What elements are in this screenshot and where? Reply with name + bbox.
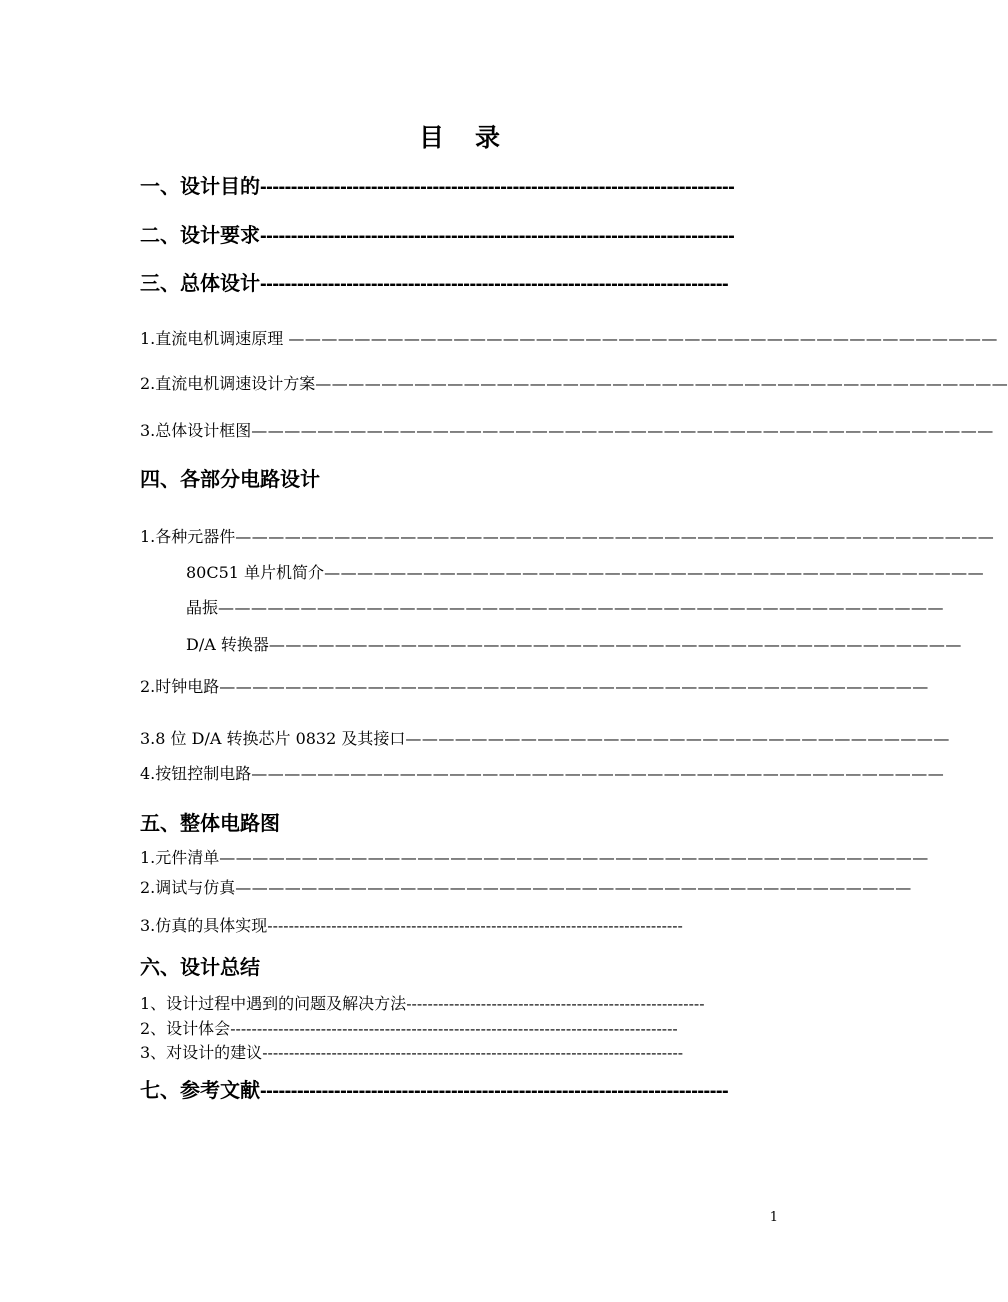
toc-entry-label: 1.直流电机调速原理 bbox=[140, 329, 289, 348]
toc-entry-label: 3、对设计的建议 bbox=[140, 1043, 263, 1062]
page-number: 1 bbox=[769, 1210, 778, 1225]
toc-entry-leader: —————————————————————————————————————————— bbox=[268, 635, 962, 654]
toc-entry-label: 晶振 bbox=[186, 598, 219, 617]
toc-entry-label: 二、设计要求 bbox=[140, 223, 260, 247]
toc-entry-leader: ————————————————————————————————— bbox=[405, 729, 950, 748]
toc-entry-label: 3.总体设计框图 bbox=[140, 421, 252, 440]
toc-entry-leader: ------------------------------------------------------------------------------- bbox=[262, 1045, 684, 1062]
toc-entry-leader: ———————————————————————————————————————— bbox=[324, 563, 985, 582]
toc-entry-heading[interactable] bbox=[140, 222, 776, 249]
toc-entry-leader: -------------------------------------------------------- bbox=[406, 996, 705, 1013]
toc-entry-item[interactable] bbox=[140, 877, 912, 899]
toc-entry-label: 2.调试与仿真 bbox=[140, 878, 236, 897]
toc-entry-label: D/A 转换器 bbox=[186, 635, 269, 654]
toc-entry-leader: ------------------------------------------------------------------------------------ bbox=[230, 1021, 678, 1038]
toc-entry-label: 2.直流电机调速设计方案 bbox=[140, 374, 316, 393]
toc-entry-label: 1、设计过程中遇到的问题及解决方法 bbox=[140, 994, 407, 1013]
toc-title-part2: 录 bbox=[475, 123, 502, 152]
toc-entry-item[interactable] bbox=[140, 328, 998, 350]
toc-entry-leader: ------------------------------------------------------------------------------ bbox=[267, 918, 683, 935]
toc-entry-heading[interactable] bbox=[140, 954, 776, 981]
toc-entry-heading[interactable] bbox=[140, 270, 768, 297]
toc-entry-leader: —————————————————————————————————————————— bbox=[251, 764, 945, 783]
toc-entry-label: 一、设计目的 bbox=[140, 174, 260, 198]
toc-entry-item[interactable] bbox=[140, 526, 995, 548]
toc-entry-leader: —————————————————————————————————————————— bbox=[315, 374, 1008, 393]
toc-entry-item[interactable] bbox=[140, 1042, 762, 1065]
toc-entry-heading[interactable] bbox=[140, 810, 776, 837]
toc-title bbox=[0, 118, 920, 154]
toc-entry-leader: ---------------------------------------------------------------------------- bbox=[260, 273, 729, 295]
toc-entry-heading[interactable] bbox=[140, 1077, 766, 1104]
toc-entry-label: 六、设计总结 bbox=[140, 955, 260, 979]
toc-entry-label: 3.8 位 D/A 转换芯片 0832 及其接口 bbox=[140, 729, 406, 748]
toc-entry-label: 80C51 单片机简介 bbox=[186, 563, 325, 582]
toc-entry-item[interactable] bbox=[140, 676, 929, 698]
toc-entry-subitem[interactable] bbox=[186, 634, 962, 656]
toc-entry-item[interactable] bbox=[140, 728, 950, 750]
toc-entry-leader: ---------------------------------------------------------------------------- bbox=[260, 1080, 729, 1102]
toc-entry-label: 五、整体电路图 bbox=[140, 811, 280, 835]
toc-entry-label: 4.按钮控制电路 bbox=[140, 764, 252, 783]
toc-entry-leader: ----------------------------------------------------------------------------- bbox=[260, 225, 735, 247]
toc-entry-leader: —————————————————————————————————————————————— bbox=[235, 527, 995, 546]
toc-entry-leader: ———————————————————————————————————————————— bbox=[218, 598, 945, 617]
toc-entry-subitem[interactable] bbox=[186, 562, 985, 584]
toc-entry-item[interactable] bbox=[140, 993, 762, 1016]
toc-entry-leader: ——————————————————————————————————————————— bbox=[219, 848, 929, 867]
toc-entry-label: 1.各种元器件 bbox=[140, 527, 236, 546]
toc-entry-leader: ——————————————————————————————————————————— bbox=[219, 677, 929, 696]
toc-entry-heading[interactable] bbox=[140, 173, 776, 200]
toc-entry-leader: ----------------------------------------------------------------------------- bbox=[260, 176, 735, 198]
toc-entry-label: 1.元件清单 bbox=[140, 848, 220, 867]
toc-entry-label: 三、总体设计 bbox=[140, 271, 260, 295]
toc-entry-leader: ——————————————————————————————————————————— bbox=[288, 329, 998, 348]
toc-entry-leader: ————————————————————————————————————————— bbox=[235, 878, 912, 897]
toc-entry-item[interactable] bbox=[140, 420, 994, 442]
toc-entry-item[interactable] bbox=[140, 763, 945, 785]
toc-entry-item[interactable] bbox=[140, 373, 1008, 395]
toc-entry-leader: ————————————————————————————————————————————— bbox=[251, 421, 994, 440]
toc-title-part1: 目 bbox=[418, 123, 445, 152]
toc-entry-item[interactable] bbox=[140, 847, 929, 869]
toc-entry-subitem[interactable] bbox=[186, 597, 945, 619]
toc-entry-label: 3.仿真的具体实现 bbox=[140, 916, 268, 935]
toc-entry-label: 2、设计体会 bbox=[140, 1019, 231, 1038]
toc-entry-item[interactable] bbox=[140, 1018, 762, 1041]
toc-entry-label: 七、参考文献 bbox=[140, 1078, 260, 1102]
toc-entry-heading[interactable] bbox=[140, 466, 776, 493]
toc-entry-label: 2.时钟电路 bbox=[140, 677, 220, 696]
toc-entry-label: 四、各部分电路设计 bbox=[140, 467, 320, 491]
toc-entry-item[interactable] bbox=[140, 915, 758, 938]
